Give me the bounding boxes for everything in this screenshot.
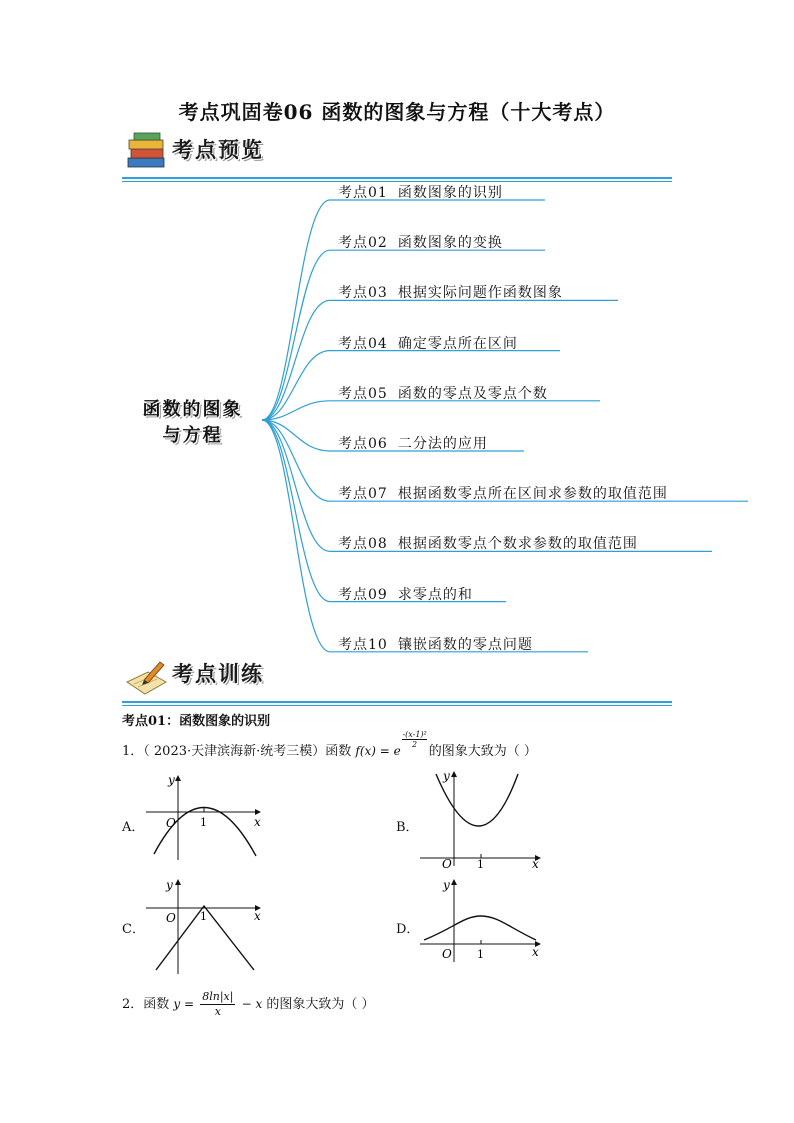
mindmap-branch-6 [338, 433, 488, 453]
pencil-paper-icon [124, 658, 168, 698]
branch-text: 根据函数零点所在区间求参数的取值范围 [397, 486, 668, 503]
branch-text: 函数图象的识别 [397, 185, 503, 201]
branch-text: 根据实际问题作函数图象 [397, 285, 563, 302]
option-a-graph[interactable] [140, 770, 270, 862]
option-b-label[interactable]: B． [396, 820, 419, 835]
option-a-label[interactable]: A． [122, 820, 145, 835]
formula-base: f(x) = e [355, 744, 401, 758]
mindmap-root-line2: 与方程 [162, 425, 223, 446]
exponent-numerator: -(x-1)² [402, 730, 427, 739]
branch-text: 确定零点所在区间 [397, 335, 518, 352]
x-axis-label: x [532, 945, 539, 959]
mindmap-branch-4 [338, 333, 518, 353]
mindmap-branch-8 [338, 533, 638, 553]
branch-number: 考点06 [338, 436, 388, 452]
x-axis-label: x [254, 909, 261, 923]
tick-label: 1 [477, 858, 484, 868]
mindmap-root [120, 397, 265, 449]
question-1-suffix: 的图象大致为（ ） [428, 744, 537, 759]
section-preview-header [122, 128, 672, 184]
option-d-label[interactable]: D． [396, 922, 420, 937]
section-rule-thin [122, 705, 672, 706]
branch-text: 函数的零点及零点个数 [397, 385, 548, 402]
option-b-graph[interactable] [414, 768, 544, 868]
section-preview-label: 考点预览 [172, 138, 264, 162]
branch-number: 考点02 [338, 235, 388, 252]
branch-number: 考点03 [338, 285, 388, 302]
topic-heading: 考点01：函数图象的识别 [122, 714, 271, 729]
question-1 [122, 730, 537, 759]
option-c-label[interactable]: C． [122, 922, 145, 937]
branch-number: 考点01 [338, 185, 388, 201]
origin-label: O [166, 911, 176, 925]
tick-label: 1 [477, 948, 484, 961]
question-2-fraction [200, 990, 235, 1019]
fraction-denominator: x [214, 1005, 221, 1018]
x-axis-label: x [254, 815, 261, 829]
mindmap-branch-1 [338, 182, 503, 202]
branch-number: 考点09 [338, 586, 388, 603]
branch-text: 镶嵌函数的零点问题 [397, 636, 533, 653]
section-rule [122, 177, 672, 179]
mindmap-branch-5 [338, 383, 548, 403]
origin-label: O [166, 816, 176, 830]
mindmap-branch-7 [338, 483, 668, 503]
section-rule [122, 701, 672, 703]
section-training-label: 考点训练 [172, 662, 264, 686]
formula-exponent [402, 730, 426, 749]
mindmap-branch-9 [338, 584, 473, 604]
question-1-prefix: 1．（ 2023·天津滨海新·统考三模）函数 [122, 744, 352, 759]
origin-label: O [442, 857, 452, 868]
fraction-numerator: 8ln|x| [202, 990, 234, 1003]
branch-number: 考点08 [338, 536, 388, 553]
question-2-formula-lhs: y = [173, 997, 195, 1011]
option-c-graph[interactable] [140, 876, 270, 976]
mindmap-root-line1: 函数的图象 [142, 399, 243, 420]
mindmap-branch-2 [338, 232, 503, 252]
tick-label: 1 [200, 816, 207, 829]
question-2-suffix: 的图象大致为（ ） [266, 997, 375, 1012]
curve [424, 916, 536, 940]
section-training-header [122, 652, 672, 708]
question-1-formula [355, 730, 427, 758]
mindmap-connector-5 [262, 401, 600, 420]
y-axis-label: y [168, 773, 175, 787]
mindmap-branch-10 [338, 634, 533, 654]
question-2-formula-rest: − x [241, 997, 263, 1011]
page-title: 考点巩固卷06 函数的图象与方程（十大考点） [178, 100, 616, 124]
branch-text: 二分法的应用 [397, 436, 488, 452]
branch-text: 求零点的和 [397, 586, 473, 603]
tick-label: 1 [200, 910, 207, 923]
branch-number: 考点05 [338, 385, 388, 402]
branch-number: 考点04 [338, 335, 388, 352]
origin-label: O [442, 947, 452, 961]
y-axis-label: y [443, 769, 450, 783]
branch-number: 考点10 [338, 636, 388, 653]
option-d-graph[interactable] [414, 876, 544, 968]
branch-text: 函数图象的变换 [397, 235, 503, 252]
branch-text: 根据函数零点个数求参数的取值范围 [397, 536, 638, 553]
question-2 [122, 990, 375, 1019]
question-2-prefix: 2．函数 [122, 997, 170, 1012]
curve [154, 807, 256, 856]
mindmap-branch-3 [338, 282, 563, 302]
y-axis-label: y [166, 878, 173, 892]
branch-number: 考点07 [338, 486, 388, 503]
x-axis-label: x [532, 857, 539, 868]
exponent-denominator: 2 [412, 740, 418, 749]
books-icon [124, 132, 168, 172]
y-axis-label: y [443, 878, 450, 892]
